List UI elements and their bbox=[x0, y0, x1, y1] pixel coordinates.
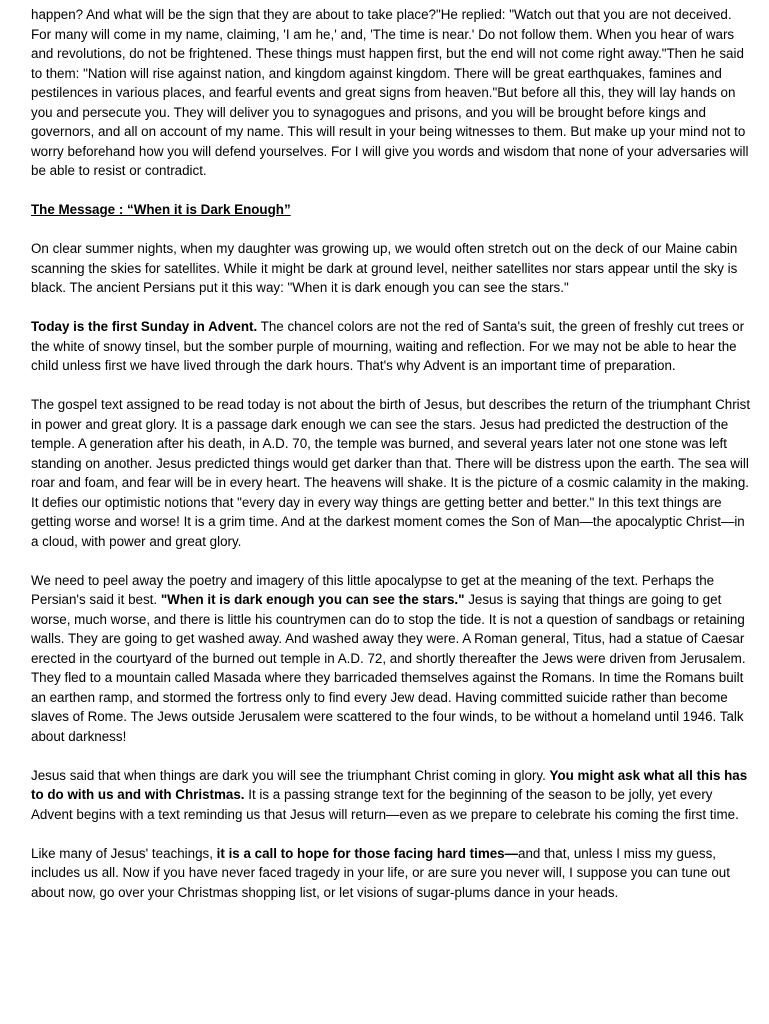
section-heading: The Message : “When it is Dark Enough” bbox=[31, 202, 291, 217]
paragraph-advent bbox=[31, 317, 753, 376]
hope-bold-text: it is a call to hope for those facing hard times— bbox=[216, 845, 519, 861]
apocalypse-bold-quote: "When it is dark enough you can see the stars." bbox=[160, 592, 465, 607]
paragraph-persians: On clear summer nights, when my daughter was growing up, we would often stretch out on the deck of our Maine cabin scanning the skies for satellites. While it might be dark at ground level, neither satellites nor stars appear until the sky is black. The ancient Persians put it this way: "When it is dark enough you can see the stars." bbox=[31, 241, 738, 295]
apocalypse-text-after: Jesus is saying that things are going to get worse, much worse, and there is little his countrymen can do to stop the tide. It is not a question of sandbags or retaining walls. They are going to get washed away. And washed away they were. A Roman general, Titus, had a statue of Caesar erected in the courtyard of the burned out temple in A.D. 72, and shortly thereafter the Jews were driven from Jerusalem. They fled to a mountain called Masada where they barricaded themselves against the Romans. In time the Romans built an earthen ramp, and stormed the fortress only to find every Jew dead. Having committed suicide rather than become slaves of Rome. The Jews outside Jerusalem were scattered to the four winds, to be without a homeland until 1946. Talk about darkness! bbox=[31, 592, 746, 744]
christmas-text-before: Jesus said that when things are dark you will see the triumphant Christ coming in glory. bbox=[31, 767, 550, 783]
scripture-paragraph: happen? And what will be the sign that they are about to take place?"He replied: "Watch out that you are not deceived. For many will come in my name, claiming, 'I am he,' and, 'The time is near.' Do not follow them. When you hear of wars and revolutions, do not be frightened. These things must happen first, but the end will not come right away."Then he said to them: "Nation will rise against nation, and kingdom against kingdom. There will be great earthquakes, famines and pestilences in various places, and fearful events and great signs from heaven."But before all this, they will lay hands on you and persecute you. They will deliver you to synagogues and prisons, and you will be brought before kings and governors, and all on account of my name. This will result in your being witnesses to them. But make up your mind not to worry beforehand how you will defend yourselves. For I will give you words and wisdom that none of your adversaries will be able to resist or contradict. bbox=[31, 7, 749, 178]
apocalypse-text-before: We need to peel away the poetry and imagery of this little apocalypse to get at the meaning of the text. Perhaps the Persian's said it best. bbox=[31, 572, 715, 607]
hope-text-after: and that, unless I miss my guess, includes us all. Now if you have never faced tragedy in your life, or are sure you never will, I suppose you can tune out about now, go over your Christmas shopping list, or let visions of sugar-plums dance in your heads. bbox=[31, 845, 730, 900]
paragraph-apocalypse bbox=[31, 571, 753, 747]
christmas-text-after: It is a passing strange text for the beginning of the season to be jolly, yet every Advent begins with a text reminding us that Jesus will return—even as we prepare to celebrate his coming the first time. bbox=[31, 787, 739, 822]
hope-text-before: Like many of Jesus' teachings, bbox=[31, 845, 217, 861]
christmas-bold-text: You might ask what all this has to do with us and with Christmas. bbox=[31, 767, 748, 802]
paragraph-christmas bbox=[31, 766, 753, 825]
paragraph-gospel: The gospel text assigned to be read today is not about the birth of Jesus, but describes the return of the triumphant Christ in power and great glory. It is a passage dark enough we can see the stars. Jesus had predicted the destruction of the temple. A generation after his death, in A.D. 70, the temple was burned, and several years later not one stone was left standing on another. Jesus predicted things would get darker than that. There will be distress upon the earth. The sea will roar and foam, and fear will be in every heart. The heavens will shake. It is the picture of a cosmic calamity in the making. It defies our optimistic notions that "every day in every way things are getting better and better." In this text things are getting worse and worse! It is a grim time. And at the darkest moment comes the Son of Man—the apocalyptic Christ—in a cloud, with power and great glory. bbox=[31, 397, 751, 549]
paragraph-hope bbox=[31, 844, 753, 903]
advent-text: The chancel colors are not the red of Santa's suit, the green of freshly cut trees or the white of snowy tinsel, but the somber purple of mourning, waiting and reflection. For we may not be able to hear the child unless first we have lived through the dark hours. That's why Advent is an important time of preparation. bbox=[31, 319, 745, 373]
advent-bold-text: Today is the first Sunday in Advent. bbox=[31, 319, 258, 334]
